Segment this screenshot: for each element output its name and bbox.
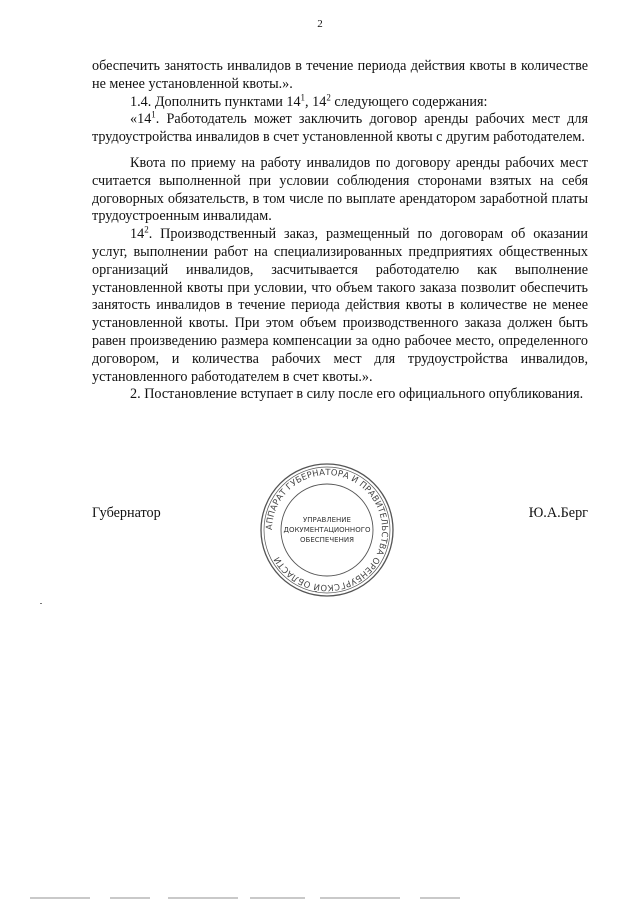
scan-speck xyxy=(40,603,42,604)
stamp-outer-text: АППАРАТ ГУБЕРНАТОРА И ПРАВИТЕЛЬСТВА ОРЕНБУРГСКОЙ ОБЛАСТИ xyxy=(264,467,390,593)
stamp-inner-line-2: ДОКУМЕНТАЦИОННОГО xyxy=(283,526,371,534)
paragraph xyxy=(92,111,588,147)
superscript: 1 xyxy=(300,91,306,102)
footer-scan-artifact xyxy=(0,893,640,903)
paragraph-text: следующего содержания: xyxy=(330,93,488,110)
paragraph xyxy=(92,155,588,226)
paragraph xyxy=(92,58,588,94)
stamp-inner-line-1: УПРАВЛЕНИЕ xyxy=(303,516,351,524)
paragraph xyxy=(92,226,588,386)
superscript: 2 xyxy=(144,224,149,235)
paragraph-text: 1.4. Дополнить пунктами 14 xyxy=(130,93,301,110)
official-stamp xyxy=(258,461,396,599)
superscript: 2 xyxy=(326,91,331,102)
paragraph xyxy=(92,91,588,112)
paragraph-text: «14 xyxy=(130,111,152,128)
paragraph-text: . Работодатель может заключить договор аренды рабочих мест для трудоустройства инвалидов в счет установленной квоты с другим работодателем. xyxy=(92,111,588,146)
paragraph-text: 2. Постановление вступает в силу после его официального опубликования. xyxy=(130,386,584,403)
page-number: 2 xyxy=(317,18,323,30)
paragraph-text: . Производственный заказ, размещенный по договорам об оказании услуг, выполнении работ на специализированных предприятиях общественных организаций инвалидов, засчитывается работодателю как выполнение установленной квоты при условии, что объем такого заказа позволит обеспечить занятость инвалидов в течение периода действия квоты в количестве не менее установленной квоты. При этом объем производственного заказа должен быть равен произведению размера компенсации за одно рабочее место, определенного договором, и количества рабочих мест для трудоустройства инвалидов, установленного работодателем в счет квоты.». xyxy=(92,226,588,385)
signatory-name: Ю.А.Берг xyxy=(528,505,588,521)
document-body xyxy=(92,58,588,404)
paragraph-text: обеспечить занятость инвалидов в течение периода действия квоты в количестве не менее установленной квоты.». xyxy=(92,58,588,92)
superscript: 1 xyxy=(151,109,156,120)
signatory-position: Губернатор xyxy=(92,505,161,521)
stamp-inner-line-3: ОБЕСПЕЧЕНИЯ xyxy=(300,536,354,544)
paragraph-text: , 14 xyxy=(305,93,327,110)
paragraph xyxy=(92,386,588,404)
paragraph-text: 14 xyxy=(130,226,145,243)
paragraph-text: Квота по приему на работу инвалидов по договору аренды рабочих мест считается выполненной при условии соблюдения сторонами взятых на себя договорных обязательств, в том числе по выплате арендатором заработной платы трудоустроенным инвалидам. xyxy=(92,154,588,225)
